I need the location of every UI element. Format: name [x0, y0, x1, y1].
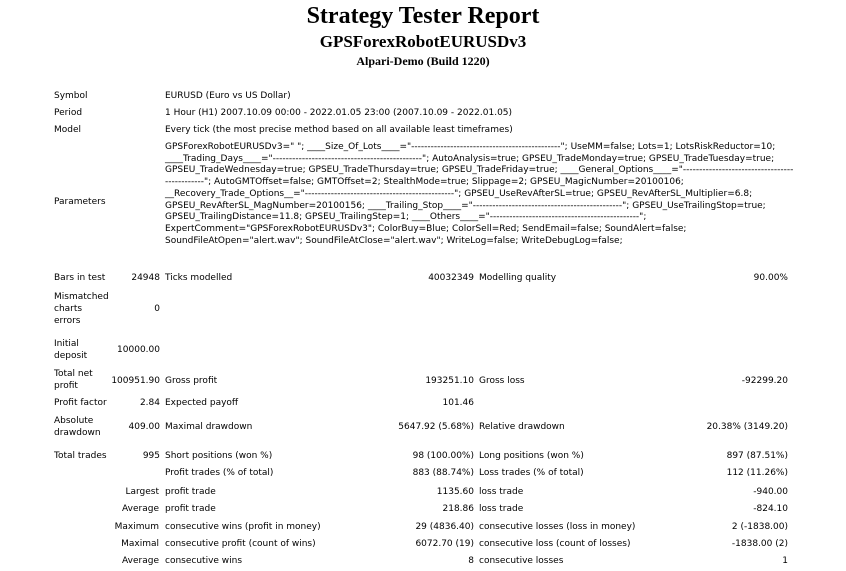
pf-value: 2.84 — [139, 398, 160, 408]
largest-loss-value: -940.00 — [753, 487, 788, 497]
average-profit-value: 218.86 — [442, 504, 474, 514]
maximum-label: Maximum — [114, 522, 159, 532]
avg-cons-wins-label: consecutive wins — [165, 556, 243, 566]
deposit-label-1: Initial — [54, 339, 79, 349]
avg-cons-label: Average — [122, 556, 159, 566]
profit-trades-value: 883 (88.74%) — [412, 468, 474, 478]
net-value: 100951.90 — [111, 376, 160, 386]
period-label: Period — [54, 108, 83, 118]
server-build: Alpari-Demo (Build 1220) — [356, 54, 490, 68]
parameters-label: Parameters — [54, 197, 106, 207]
average-profit-label: profit trade — [165, 504, 216, 514]
quality-value: 90.00% — [753, 273, 788, 283]
net-label-2: profit — [54, 381, 78, 391]
long-label: Long positions (won %) — [479, 451, 584, 461]
average-loss-value: -824.10 — [753, 504, 788, 514]
deposit-value: 10000.00 — [117, 345, 160, 355]
gross-loss-value: -92299.20 — [741, 376, 788, 386]
max-dd-label: Maximal drawdown — [165, 422, 253, 432]
maximal-loss-label: consecutive loss (count of losses) — [479, 539, 631, 549]
bars-value: 24948 — [131, 273, 160, 283]
mismatched-label-2: charts — [54, 304, 83, 314]
max-cons-wins-value: 29 (4836.40) — [415, 522, 474, 532]
pf-label: Profit factor — [54, 398, 107, 408]
abs-dd-value: 409.00 — [128, 422, 160, 432]
rel-dd-value: 20.38% (3149.20) — [706, 422, 788, 432]
bars-label: Bars in test — [54, 273, 106, 283]
maximal-label: Maximal — [121, 539, 159, 549]
abs-dd-label-2: drawdown — [54, 428, 101, 438]
short-label: Short positions (won %) — [165, 451, 273, 461]
payoff-value: 101.46 — [442, 398, 474, 408]
largest-loss-label: loss trade — [479, 487, 524, 497]
parameters-value: GPSForexRobotEURUSDv3=" "; ____Size_Of_Lots____="----------------------------------------------"; UseMM=false; Lots=1; LotsRiskReductor=10; ____Trading_Days____="----------------------------------------------"; AutoAnalysis=true; GPSEU_TradeMonday=true; GPSEU_TradeTuesday=true; GPSEU_TradeWednesday=true; GPSEU_TradeThursday=true; GPSEU_TradeFriday=true; ____General_Options____="----------------------------------------------"; AutoGMTOffset=false; GMTOffset=2; StealthMode=true; Slippage=2; GPSEU_MagicNumber=20100106; __Recovery_Trade_Options__="----------------------------------------------"; GPSEU_UseRevAfterSL=true; GPSEU_RevAfterSL_Multiplier=6.8; GPSEU_RevAfterSL_MagNumber=20100156; ____Trailing_Stop____="----------------------------------------------"; GPSEU_UseTrailingStop=true; GPSEU_TrailingDistance=11.8; GPSEU_TrailingStep=1; ____Others____="----------------------------------------------"; ExpertComment="GPSForexRobotEURUSDv3"; ColorBuy=Blue; ColorSell=Red; SendEmail=false; SoundAlert=false; SoundFileAtOpen="alert.wav"; SoundFileAtClose="alert.wav"; WriteLog=false; WriteDebugLog=false; — [165, 142, 794, 246]
loss-trades-value: 112 (11.26%) — [726, 468, 788, 478]
expert-name: GPSForexRobotEURUSDv3 — [319, 32, 527, 51]
max-cons-wins-label: consecutive wins (profit in money) — [165, 522, 321, 532]
quality-label: Modelling quality — [479, 273, 557, 283]
long-value: 897 (87.51%) — [726, 451, 788, 461]
largest-profit-value: 1135.60 — [436, 487, 474, 497]
avg-cons-losses-value: 1 — [782, 556, 788, 566]
avg-cons-wins-value: 8 — [468, 556, 474, 566]
rel-dd-label: Relative drawdown — [479, 422, 565, 432]
gross-loss-label: Gross loss — [479, 376, 525, 386]
net-label-1: Total net — [54, 369, 93, 379]
mismatched-value: 0 — [154, 304, 160, 314]
profit-trades-label: Profit trades (% of total) — [165, 468, 274, 478]
ticks-value: 40032349 — [428, 273, 474, 283]
period-value: 1 Hour (H1) 2007.10.09 00:00 - 2022.01.05 23:00 (2007.10.09 - 2022.01.05) — [165, 108, 513, 118]
gross-profit-value: 193251.10 — [425, 376, 474, 386]
largest-label: Largest — [125, 487, 159, 497]
mismatched-label-1: Mismatched — [54, 292, 109, 302]
maximal-profit-label: consecutive profit (count of wins) — [165, 539, 316, 549]
maximal-profit-value: 6072.70 (19) — [415, 539, 474, 549]
average-label: Average — [122, 504, 159, 514]
symbol-value: EURUSD (Euro vs US Dollar) — [165, 91, 291, 101]
total-trades-label: Total trades — [54, 451, 107, 461]
total-trades-value: 995 — [142, 451, 160, 461]
short-value: 98 (100.00%) — [412, 451, 474, 461]
largest-profit-label: profit trade — [165, 487, 216, 497]
max-dd-value: 5647.92 (5.68%) — [398, 422, 474, 432]
mismatched-label-3: errors — [54, 316, 81, 326]
ticks-label: Ticks modelled — [165, 273, 233, 283]
abs-dd-label-1: Absolute — [54, 416, 94, 426]
symbol-label: Symbol — [54, 91, 88, 101]
max-cons-losses-label: consecutive losses (loss in money) — [479, 522, 636, 532]
average-loss-label: loss trade — [479, 504, 524, 514]
payoff-label: Expected payoff — [165, 398, 239, 408]
max-cons-losses-value: 2 (-1838.00) — [731, 522, 788, 532]
report-title: Strategy Tester Report — [306, 3, 540, 29]
model-value: Every tick (the most precise method based on all available least timeframes) — [165, 125, 513, 135]
loss-trades-label: Loss trades (% of total) — [479, 468, 584, 478]
model-label: Model — [54, 125, 82, 135]
maximal-loss-value: -1838.00 (2) — [731, 539, 788, 549]
gross-profit-label: Gross profit — [165, 376, 218, 386]
deposit-label-2: deposit — [54, 351, 88, 361]
avg-cons-losses-label: consecutive losses — [479, 556, 564, 566]
